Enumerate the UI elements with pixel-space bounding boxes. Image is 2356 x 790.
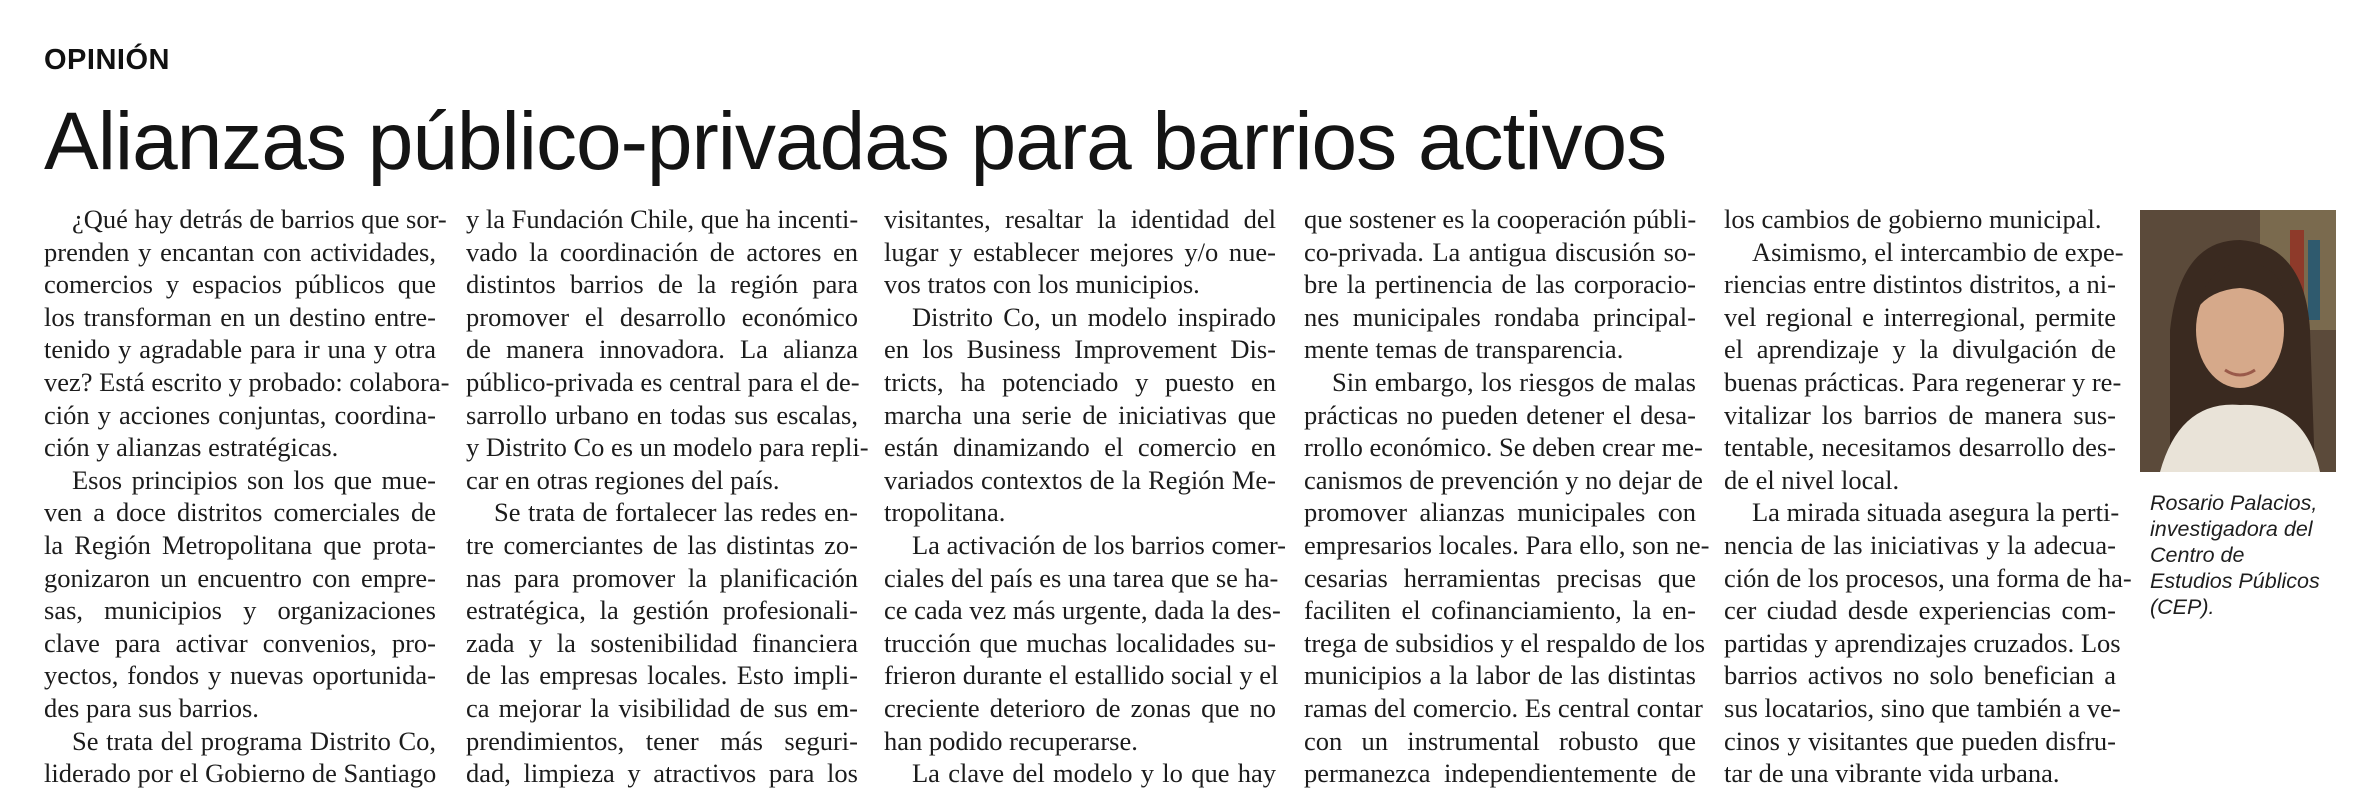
text-line: nes municipales rondaba principal- xyxy=(1304,301,1696,332)
text-line: cesarias herramientas precisas que xyxy=(1304,562,1696,593)
text-line: con un instrumental robusto que xyxy=(1304,725,1696,756)
text-line: clave para activar convenios, pro- xyxy=(44,627,436,658)
text-line: tentable, necesitamos desarrollo des- xyxy=(1724,432,2116,463)
text-line: tenido y agradable para ir una y otra xyxy=(44,334,436,365)
text-line: los cambios de gobierno municipal. xyxy=(1724,204,2102,234)
text-line: sas, municipios y organizaciones xyxy=(44,595,436,626)
text-line: car en otras regiones del país. xyxy=(466,464,780,495)
article-column-4 xyxy=(1304,203,1710,790)
text-line: La clave del modelo y lo que hay xyxy=(912,758,1276,789)
text-line: dad, limpieza y atractivos para los xyxy=(466,758,858,789)
text-line: marcha una serie de iniciativas que xyxy=(884,399,1276,430)
text-line: Asimismo, el intercambio de expe- xyxy=(1752,236,2124,267)
text-line: y Distrito Co es un modelo para repli- xyxy=(466,432,869,463)
text-line: la Región Metropolitana que prota- xyxy=(44,529,436,560)
photo-caption xyxy=(2150,490,2350,620)
author-photo xyxy=(2140,210,2336,472)
article-column-5 xyxy=(1724,203,2132,790)
text-line: trega de subsidios y el respaldo de los xyxy=(1304,627,1706,658)
caption-line: Estudios Públicos xyxy=(2150,569,2320,593)
text-line: permanezca independientemente de xyxy=(1304,758,1696,789)
text-line: Esos principios son los que mue- xyxy=(72,464,436,495)
text-line: empresarios locales. Para ello, son ne- xyxy=(1304,529,1710,560)
text-line: ción y alianzas estratégicas. xyxy=(44,432,339,463)
caption-line: (CEP). xyxy=(2150,595,2215,619)
text-line: ciales del país es una tarea que se ha- xyxy=(884,562,1279,593)
text-line: Distrito Co, un modelo inspirado xyxy=(912,301,1276,332)
text-line: están dinamizando el comercio en xyxy=(884,432,1276,463)
text-line: prenden y encantan con actividades, xyxy=(44,236,436,267)
text-line: frieron durante el estallido social y el xyxy=(884,660,1279,691)
text-line: municipios a la labor de las distintas xyxy=(1304,660,1696,691)
caption-line: investigadora del xyxy=(2150,517,2313,541)
text-line: vitalizar los barrios de manera sus- xyxy=(1724,399,2116,430)
text-line: liderado por el Gobierno de Santiago xyxy=(44,758,437,789)
section-label: OPINIÓN xyxy=(44,44,170,76)
text-line: distintos barrios de la región para xyxy=(466,269,858,300)
text-line: buenas prácticas. Para regenerar y re- xyxy=(1724,366,2122,397)
text-line: ven a doce distritos comerciales de xyxy=(44,497,436,528)
text-line: Sin embargo, los riesgos de malas xyxy=(1332,366,1696,397)
text-line: han podido recuperarse. xyxy=(884,725,1138,756)
text-line: creciente deterioro de zonas que no xyxy=(884,692,1276,723)
article-column-2 xyxy=(466,203,869,790)
text-line: co-privada. La antigua discusión so- xyxy=(1304,236,1696,267)
text-line: Se trata de fortalecer las redes en- xyxy=(494,497,858,528)
text-line: gonizaron un encuentro con empre- xyxy=(44,562,436,593)
text-line: el aprendizaje y la divulgación de xyxy=(1724,334,2116,365)
text-line: tre comerciantes de las distintas zo- xyxy=(466,529,858,560)
text-line: de las empresas locales. Esto impli- xyxy=(466,660,858,691)
text-line: partidas y aprendizajes cruzados. Los xyxy=(1724,627,2121,658)
text-line: los transforman en un destino entre- xyxy=(44,301,436,332)
text-line: ce cada vez más urgente, dada la des- xyxy=(884,595,1281,626)
text-line: tropolitana. xyxy=(884,497,1006,528)
text-line: canismos de prevención y no dejar de xyxy=(1304,464,1703,495)
text-line: tricts, ha potenciado y puesto en xyxy=(884,366,1276,397)
text-line: que sostener es la cooperación públi- xyxy=(1304,204,1697,234)
text-line: trucción que muchas localidades su- xyxy=(884,627,1276,658)
text-line: y la Fundación Chile, que ha incenti- xyxy=(466,204,859,234)
text-line: en los Business Improvement Dis- xyxy=(884,334,1276,365)
text-line: vez? Está escrito y probado: colabora- xyxy=(44,366,450,397)
text-line: nas para promover la planificación xyxy=(466,562,858,593)
text-line: cer ciudad desde experiencias com- xyxy=(1724,595,2116,626)
text-line: de manera innovadora. La alianza xyxy=(466,334,858,365)
text-line: sarrollo urbano en todas sus escalas, xyxy=(466,399,858,430)
headline: Alianzas público-privadas para barrios activos xyxy=(44,96,1667,187)
text-line: prendimientos, tener más seguri- xyxy=(466,725,858,756)
text-line: variados contextos de la Región Me- xyxy=(884,464,1276,495)
text-line: ción y acciones conjuntas, coordina- xyxy=(44,399,436,430)
text-line: ca mejorar la visibilidad de sus em- xyxy=(466,692,858,723)
text-line: zada y la sostenibilidad financiera xyxy=(466,627,858,658)
article-column-1 xyxy=(44,203,450,790)
text-line: cinos y visitantes que pueden disfru- xyxy=(1724,725,2116,756)
text-line: sus locatarios, sino que también a ve- xyxy=(1724,692,2121,723)
text-line: ramas del comercio. Es central contar xyxy=(1304,692,1703,723)
text-line: vos tratos con los municipios. xyxy=(884,269,1200,300)
text-line: nencia de las iniciativas y la adecua- xyxy=(1724,529,2116,560)
text-line: faciliten el cofinanciamiento, la en- xyxy=(1304,595,1696,626)
text-line: des para sus barrios. xyxy=(44,692,259,723)
text-line: promover el desarrollo económico xyxy=(466,301,858,332)
text-line: prácticas no pueden detener el desa- xyxy=(1304,399,1696,430)
text-line: estratégica, la gestión profesionali- xyxy=(466,595,858,626)
text-line: La activación de los barrios comer- xyxy=(912,529,1286,560)
text-line: promover alianzas municipales con xyxy=(1304,497,1696,528)
text-line: de el nivel local. xyxy=(1724,464,1900,495)
text-line: yectos, fondos y nuevas oportunida- xyxy=(44,660,436,691)
text-line: visitantes, resaltar la identidad del xyxy=(884,204,1276,234)
text-line: ción de los procesos, una forma de ha- xyxy=(1724,562,2132,593)
text-line: Se trata del programa Distrito Co, xyxy=(72,725,436,756)
text-line: comercios y espacios públicos que xyxy=(44,269,436,300)
author-portrait-image xyxy=(2140,210,2336,472)
text-line: vado la coordinación de actores en xyxy=(466,236,858,267)
text-line: público-privada es central para el de- xyxy=(466,366,860,397)
text-line: tar de una vibrante vida urbana. xyxy=(1724,758,2060,789)
text-line: rrollo económico. Se deben crear me- xyxy=(1304,432,1703,463)
text-line: lugar y establecer mejores y/o nue- xyxy=(884,236,1276,267)
text-line: barrios activos no solo benefician a xyxy=(1724,660,2116,691)
text-line: vel regional e interregional, permite xyxy=(1724,301,2116,332)
text-line: ¿Qué hay detrás de barrios que sor- xyxy=(72,204,447,234)
text-line: riencias entre distintos distritos, a ni- xyxy=(1724,269,2116,300)
text-line: bre la pertinencia de las corporacio- xyxy=(1304,269,1696,300)
article-column-3 xyxy=(884,203,1286,790)
text-line: La mirada situada asegura la perti- xyxy=(1752,497,2120,528)
caption-line: Rosario Palacios, xyxy=(2150,491,2318,515)
text-line: mente temas de transparencia. xyxy=(1304,334,1624,365)
caption-line: Centro de xyxy=(2150,543,2245,567)
